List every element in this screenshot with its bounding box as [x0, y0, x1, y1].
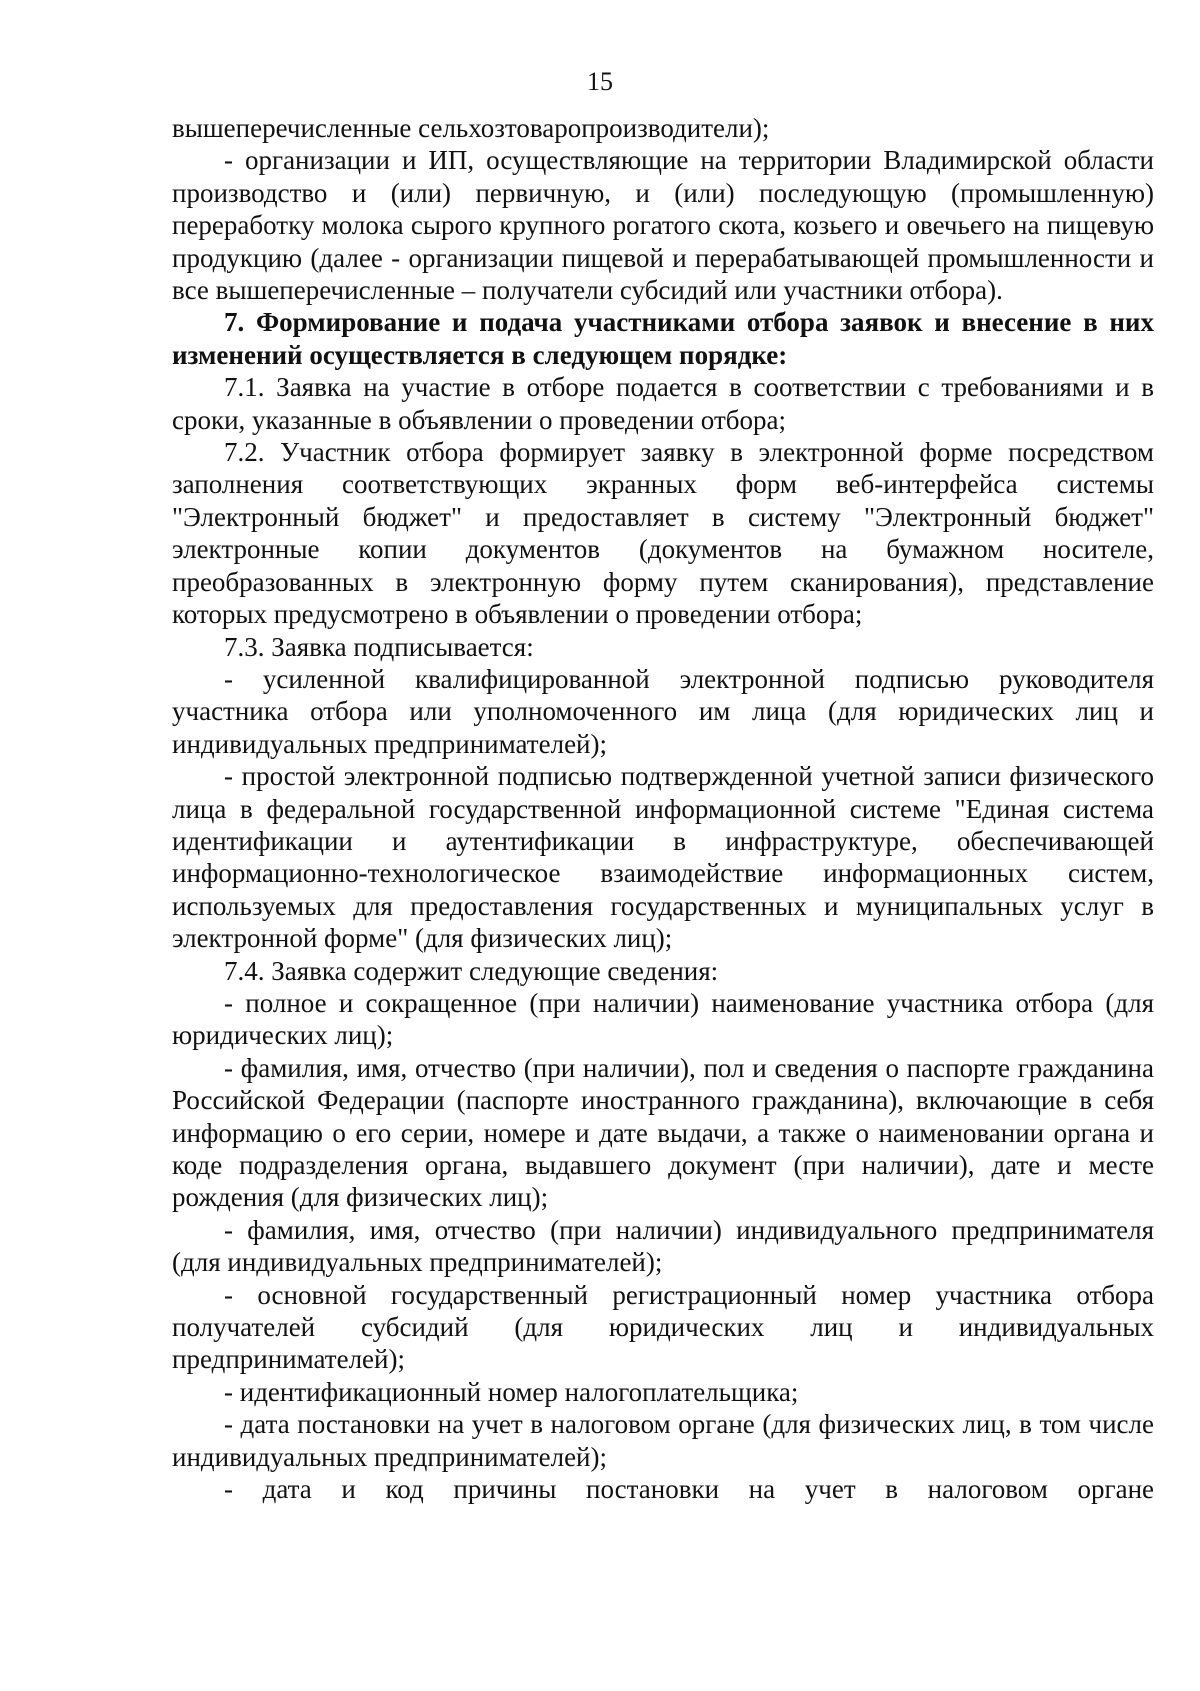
paragraph-7-3: 7.3. Заявка подписывается:: [224, 631, 534, 662]
paragraph-7-2: 7.2. Участник отбора формирует заявку в электронной форме посредством заполнения соответствующих экранных форм веб-интерфейса системы "Электронный бюджет" и предоставляет в систему "Электронный бюджет" электронные копии документов (документов на бумажном носителе, преобразованных в электронную форму путем сканирования), представление которых предусмотрено в объявлении о проведении отбора;: [172, 437, 1154, 630]
paragraph-7-1: 7.1. Заявка на участие в отборе подается в соответствии с требованиями и в сроки, указанные в объявлении о проведении отбора;: [172, 372, 1154, 435]
paragraph-organizations: - организации и ИП, осуществляющие на территории Владимирской области производство и (или) первичную, и (или) последующую (промышленную) переработку молока сырого крупного рогатого скота, козьего и овечьего на пищевую продукцию (далее - организации пищевой и перерабатывающей промышленности и все вышеперечисленные – получатели субсидий или участники отбора).: [172, 145, 1154, 306]
list-item-qualified-signature: - усиленной квалифицированной электронной подписью руководителя участника отбора или уполномоченного им лица (для юридических лиц и индивидуальных предпринимателей);: [172, 663, 1154, 759]
page-number: 15: [587, 67, 613, 96]
paragraph-7-4: 7.4. Заявка содержит следующие сведения:: [224, 955, 719, 986]
paragraph-continuation: вышеперечисленные сельхозтоваропроизводители);: [172, 113, 770, 143]
list-item-ogrn: - основной государственный регистрационный номер участника отбора получателей субсидий (для юридических лиц и индивидуальных предпринимателей);: [172, 1279, 1154, 1375]
list-item-tax-registration-date: - дата постановки на учет в налоговом органе (для физических лиц, в том числе индивидуальных предпринимателей);: [172, 1409, 1154, 1472]
list-item-inn: - идентификационный номер налогоплательщика;: [224, 1376, 799, 1407]
document-body: [172, 112, 1154, 1505]
list-item-passport-details: - фамилия, имя, отчество (при наличии), пол и сведения о паспорте гражданина Российской Федерации (паспорте иностранного гражданина), включающие в себя информацию о его серии, номере и дате выдачи, а также о наименовании органа и коде подразделения органа, выдавшего документ (при наличии), дате и месте рождения (для физических лиц);: [172, 1052, 1154, 1213]
list-item-full-name-legal: - полное и сокращенное (при наличии) наименование участника отбора (для юридических лиц);: [172, 987, 1154, 1051]
list-item-simple-signature: - простой электронной подписью подтвержденной учетной записи физического лица в федеральной государственной информационной системе "Единая система идентификации и аутентификации в инфраструктуре, обеспечивающей информационно-технологическое взаимодействие информационных систем, используемых для предоставления государственных и муниципальных услуг в электронной форме" (для физических лиц);: [172, 761, 1154, 954]
list-item-kpp: - дата и код причины постановки на учет в налоговом органе: [224, 1474, 1154, 1505]
section-heading-7: 7. Формирование и подача участниками отбора заявок и внесение в них изменений осуществляется в следующем порядке:: [172, 307, 1154, 370]
list-item-entrepreneur-name: - фамилия, имя, отчество (при наличии) индивидуального предпринимателя (для индивидуальных предпринимателей);: [172, 1214, 1154, 1278]
